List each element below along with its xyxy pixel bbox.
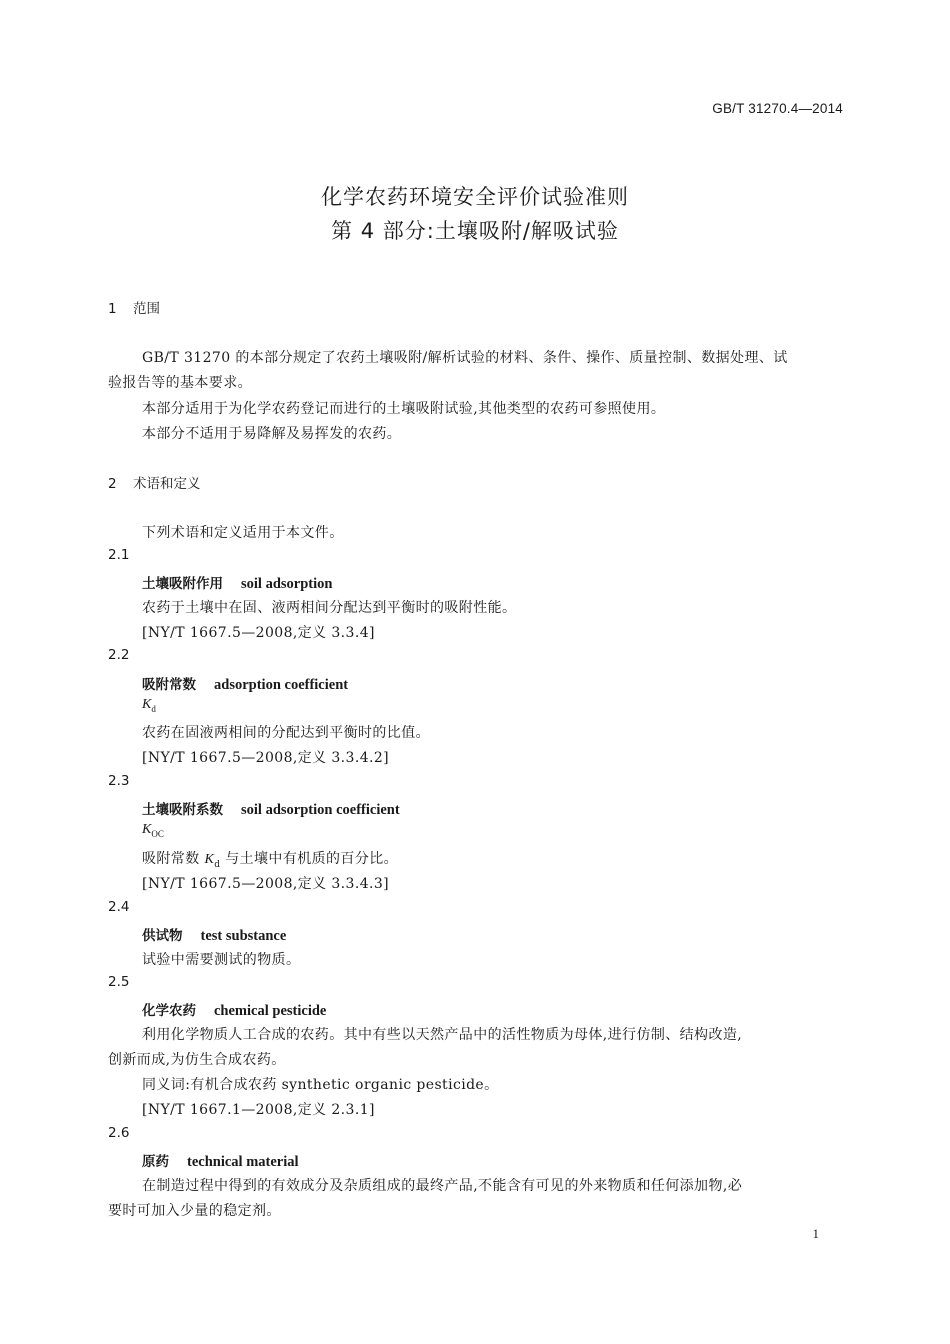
definition-text: 与土壤中有机质的百分比。 <box>220 851 399 867</box>
symbol-main: K <box>142 822 152 837</box>
term-en: soil adsorption <box>241 576 333 592</box>
term-zh: 吸附常数 <box>142 677 196 693</box>
term-source: [NY/T 1667.5—2008,定义 3.3.4] <box>142 625 375 641</box>
term-definition: 利用化学物质人工合成的农药。其中有些以天然产品中的活性物质为母体,进行仿制、结构改造, <box>142 1027 743 1043</box>
term-definition: 农药在固液两相间的分配达到平衡时的比值。 <box>142 725 430 741</box>
term-definition-continuation: 创新而成,为仿生合成农药。 <box>108 1052 286 1068</box>
standard-number: GB/T 31270.4—2014 <box>712 101 843 116</box>
section-number: 1 <box>108 301 117 317</box>
term-zh: 供试物 <box>142 928 183 944</box>
clause-number: 2.1 <box>108 547 130 563</box>
section-1-heading <box>108 297 160 317</box>
term-entry <box>142 924 286 945</box>
term-synonym: 同义词:有机合成农药 synthetic organic pesticide。 <box>142 1077 499 1093</box>
term-symbol <box>142 822 164 839</box>
term-entry <box>142 673 348 694</box>
term-en: soil adsorption coefficient <box>241 802 400 818</box>
inline-symbol-subscript: d <box>214 859 221 870</box>
clause-number: 2.2 <box>108 647 130 663</box>
term-definition: 农药于土壤中在固、液两相间分配达到平衡时的吸附性能。 <box>142 600 517 616</box>
term-en: test substance <box>200 928 287 944</box>
term-definition: 在制造过程中得到的有效成分及杂质组成的最终产品,不能含有可见的外来物质和任何添加物,必 <box>142 1178 743 1194</box>
term-definition <box>142 848 398 870</box>
term-definition-continuation: 要时可加入少量的稳定剂。 <box>108 1203 281 1219</box>
term-en: adsorption coefficient <box>214 677 349 693</box>
section-2-heading <box>108 472 201 492</box>
paragraph: GB/T 31270 的本部分规定了农药土壤吸附/解析试验的材料、条件、操作、质量控制、数据处理、试 <box>142 350 788 366</box>
term-entry <box>142 1150 299 1171</box>
clause-number: 2.3 <box>108 773 130 789</box>
clause-number: 2.4 <box>108 899 130 915</box>
clause-number: 2.6 <box>108 1125 130 1141</box>
page-number: 1 <box>812 1226 819 1241</box>
paragraph: 本部分不适用于易降解及易挥发的农药。 <box>142 426 402 442</box>
term-entry <box>142 572 332 593</box>
paragraph-continuation: 验报告等的基本要求。 <box>108 375 252 391</box>
symbol-subscript: d <box>151 703 156 714</box>
term-en: technical material <box>187 1154 299 1170</box>
document-title: 化学农药环境安全评价试验准则 <box>321 185 629 209</box>
term-zh: 土壤吸附作用 <box>142 576 223 592</box>
term-source: [NY/T 1667.1—2008,定义 2.3.1] <box>142 1102 375 1118</box>
inline-symbol: K <box>204 852 215 867</box>
clause-number: 2.5 <box>108 974 130 990</box>
section-title: 范围 <box>133 301 160 317</box>
paragraph: 下列术语和定义适用于本文件。 <box>142 525 344 541</box>
paragraph: 本部分适用于为化学农药登记而进行的土壤吸附试验,其他类型的农药可参照使用。 <box>142 401 666 417</box>
symbol-main: K <box>142 697 152 712</box>
term-definition: 试验中需要测试的物质。 <box>142 952 301 968</box>
term-symbol <box>142 697 156 714</box>
section-number: 2 <box>108 476 117 492</box>
term-entry <box>142 798 400 819</box>
term-zh: 化学农药 <box>142 1003 196 1019</box>
term-en: chemical pesticide <box>214 1003 327 1019</box>
term-zh: 原药 <box>142 1154 169 1170</box>
term-zh: 土壤吸附系数 <box>142 802 223 818</box>
term-source: [NY/T 1667.5—2008,定义 3.3.4.3] <box>142 876 390 892</box>
definition-text: 吸附常数 <box>142 851 205 867</box>
section-title: 术语和定义 <box>133 476 201 492</box>
term-entry <box>142 999 326 1020</box>
term-source: [NY/T 1667.5—2008,定义 3.3.4.2] <box>142 750 390 766</box>
document-subtitle: 第 4 部分:土壤吸附/解吸试验 <box>331 219 619 243</box>
symbol-subscript: OC <box>151 828 164 839</box>
